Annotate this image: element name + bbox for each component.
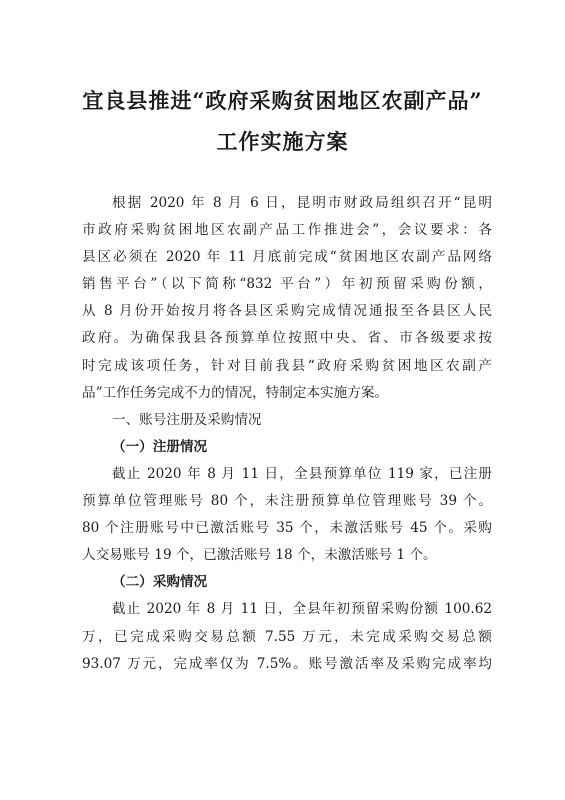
registration-line-last: 人交易账号 19 个，已激活账号 18 个，未激活账号 1 个。 (82, 547, 437, 564)
subsection-heading-registration: （一）注册情况 (112, 438, 208, 455)
procurement-line: 93.07 万元，完成率仅为 7.5%。账号激活率及采购完成率均 (82, 655, 492, 672)
intro-line: 从 8 月份开始按月将各县区采购完成情况通报至各县区人民 (82, 303, 492, 320)
section-heading: 一、账号注册及采购情况 (112, 411, 262, 428)
intro-line: 县区必须在 2020 年 11 月底前完成“贫困地区农副产品网络 (82, 249, 492, 266)
intro-line: 销售平台”（以下简称“832 平台”）年初预留采购份额， (82, 276, 492, 293)
subsection-heading-procurement: （二）采购情况 (112, 574, 208, 591)
intro-line: 市政府采购贫困地区农副产品工作推进会”，会议要求：各 (82, 222, 492, 239)
procurement-line: 截止 2020 年 8 月 11 日，全县年初预留采购份额 100.62 (112, 601, 492, 618)
procurement-line: 万，已完成采购交易总额 7.55 万元，未完成采购交易总额 (82, 628, 492, 645)
document-title-line-2: 工作实施方案 (216, 129, 349, 154)
document-body (82, 190, 492, 678)
registration-line: 预算单位管理账号 80 个，未注册预算单位管理账号 39 个。 (82, 493, 492, 510)
intro-line: 政府。为确保我县各预算单位按照中央、省、市各级要求按 (82, 330, 492, 347)
intro-line: 根据 2020 年 8 月 6 日，昆明市财政局组织召开“昆明 (112, 195, 492, 211)
registration-line: 80 个注册账号中已激活账号 35 个，未激活账号 45 个。采购 (82, 520, 492, 537)
intro-line-last: 品”工作任务完成不力的情况，特制定本实施方案。 (82, 384, 389, 401)
document-title-line-1: 宜良县推进“政府采购贫困地区农副产品” (82, 88, 483, 113)
registration-line: 截止 2020 年 8 月 11 日，全县预算单位 119 家，已注册 (112, 465, 492, 482)
intro-line: 时完成该项任务，针对目前我县“政府采购贫困地区农副产 (82, 357, 492, 374)
